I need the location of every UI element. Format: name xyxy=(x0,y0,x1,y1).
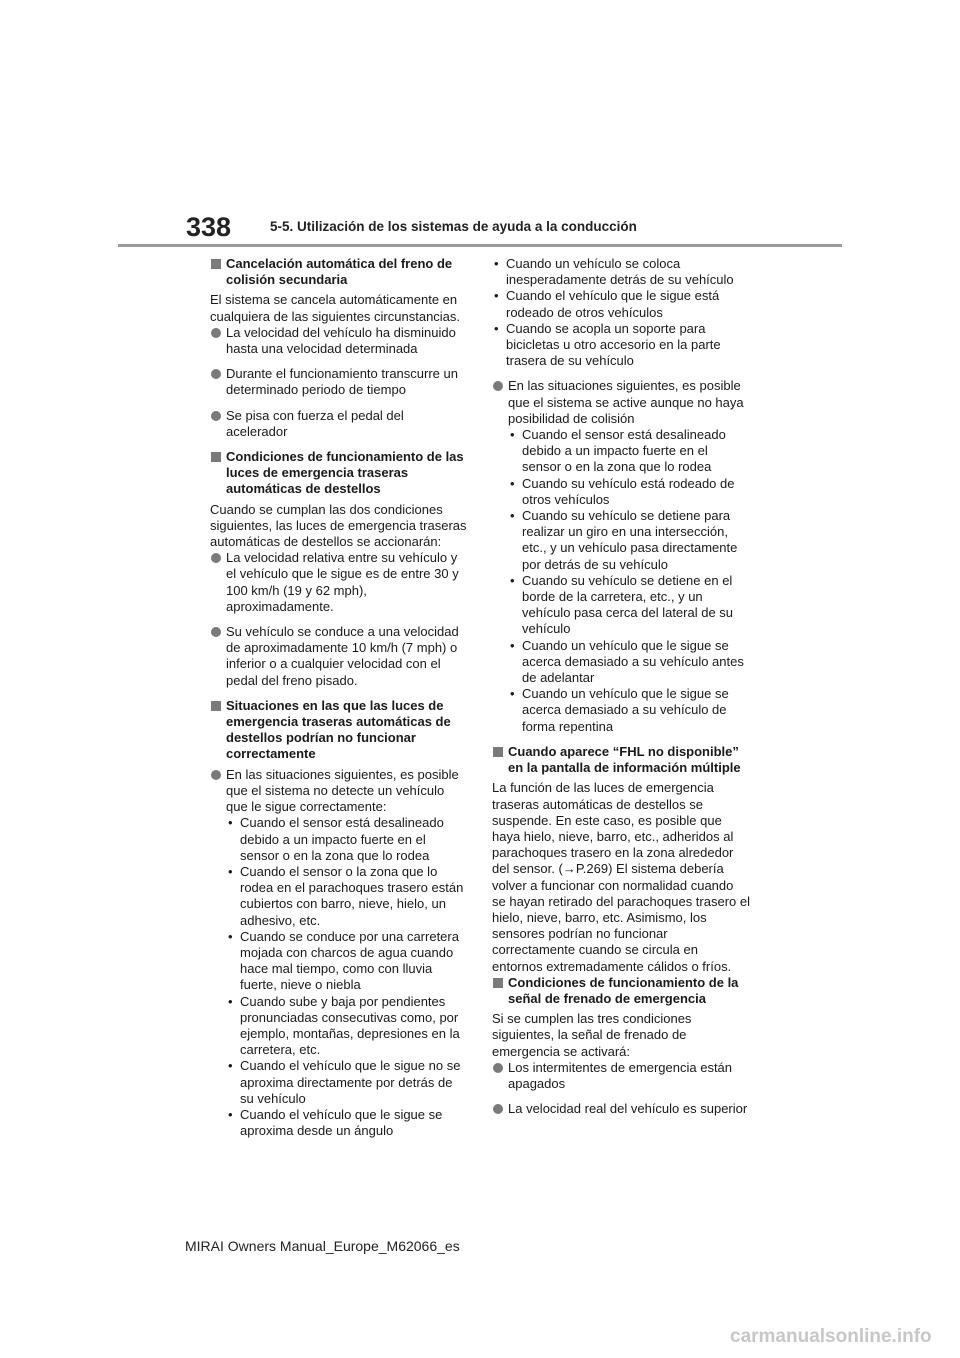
circle-bullet-icon xyxy=(493,1063,503,1073)
heading-text: Condiciones de funcionamiento de la señal de frenado de emergencia xyxy=(508,974,739,1006)
body-paragraph: Si se cumplen las tres condiciones siguientes, la señal de frenado de emergencia se activará: xyxy=(492,1011,692,1059)
bullet-item xyxy=(492,1101,750,1117)
bullet-text: La velocidad del vehículo ha disminuido hasta una velocidad determinada xyxy=(226,324,456,357)
sub-item-text: Cuando su vehículo se detiene para realizar un giro en una intersección, etc., y un vehículo pasa directamente por detrás de su vehículo xyxy=(522,508,738,572)
heading-text: Cuando aparece “FHL no disponible” en la pantalla de información múltiple xyxy=(508,743,741,776)
square-bullet-icon xyxy=(493,747,503,757)
sub-list-item xyxy=(226,864,468,929)
dot-marker-icon: • xyxy=(228,1058,233,1074)
dot-marker-icon: • xyxy=(510,475,515,491)
bullet-item xyxy=(210,408,468,440)
section-heading xyxy=(492,975,750,1007)
sub-item-text: Cuando su vehículo está rodeado de otros vehículos xyxy=(522,475,735,507)
sub-list-item xyxy=(226,1058,468,1107)
section-heading xyxy=(210,698,468,763)
body-paragraph: La función de las luces de emergencia traseras automáticas de destellos se suspende. En este caso, es posible que haya hielo, nieve, barro, etc., adheridos al parachoques trasero en la zona alrededor del sensor. (→P.269) El sistema debería volver a funcionar con normalidad cuando se hayan retirado del parachoques trasero el hielo, nieve, barro, etc. Asimismo, los sensores podrían no funcionar correctamente cuando se circula en entornos extremadamente cálidos o fríos. xyxy=(492,780,750,974)
sub-list-item xyxy=(226,994,468,1059)
bullet-text: Los intermitentes de emergencia están apagados xyxy=(508,1059,733,1091)
circle-bullet-icon xyxy=(211,411,221,421)
bullet-item xyxy=(210,366,468,398)
bullet-text: Se pisa con fuerza el pedal del acelerador xyxy=(226,407,404,439)
bullet-text: En las situaciones siguientes, es posible que el sistema se active aunque no haya posibilidad de colisión xyxy=(508,378,744,426)
sub-item-text: Cuando se acopla un soporte para bicicletas u otro accesorio en la parte trasera de su vehículo xyxy=(506,320,721,369)
left-column xyxy=(210,256,468,1148)
body-paragraph: El sistema se cancela automáticamente en cualquiera de las siguientes circunstancias. xyxy=(210,292,461,324)
section-heading xyxy=(210,449,468,498)
bullet-item xyxy=(210,624,468,689)
sub-list xyxy=(492,256,750,369)
sub-list xyxy=(226,815,468,1139)
dot-marker-icon: • xyxy=(510,508,515,524)
circle-bullet-icon xyxy=(211,627,221,637)
dot-marker-icon: • xyxy=(228,815,233,831)
circle-bullet-icon xyxy=(211,369,221,379)
section-heading xyxy=(210,256,468,288)
sub-list-item xyxy=(508,638,750,687)
page-number: 338 xyxy=(186,212,232,242)
dot-marker-icon: • xyxy=(510,686,515,702)
watermark: carmanualsonline.info xyxy=(730,1326,932,1347)
sub-item-text: Cuando un vehículo que le sigue se acerca demasiado a su vehículo antes de adelantar xyxy=(522,637,744,686)
bullet-text: Durante el funcionamiento transcurre un determinado periodo de tiempo xyxy=(226,366,458,398)
sub-list xyxy=(508,427,750,735)
sub-item-text: Cuando se conduce por una carretera mojada con charcos de agua cuando hace mal tiempo, como con lluvia fuerte, nieve o niebla xyxy=(240,928,459,993)
bullet-item xyxy=(210,325,468,357)
sub-item-text: Cuando el vehículo que le sigue se aproxima desde un ángulo xyxy=(240,1106,443,1139)
sub-item-text: Cuando el sensor está desalineado debido a un impacto fuerte en el sensor o en la zona que lo rodea xyxy=(240,815,444,863)
sub-item-text: Cuando sube y baja por pendientes pronunciadas consecutivas como, por ejemplo, montañas, depresiones en la carretera, etc. xyxy=(240,993,460,1058)
sub-list-item xyxy=(492,321,750,370)
sub-list-item xyxy=(508,476,750,508)
circle-bullet-icon xyxy=(493,1104,503,1114)
heading-text: Situaciones en las que las luces de emergencia traseras automáticas de destellos podrían no funcionar correctamente xyxy=(226,697,451,762)
bullet-item xyxy=(492,378,750,734)
manual-footer: MIRAI Owners Manual_Europe_M62066_es xyxy=(185,1238,460,1254)
circle-bullet-icon xyxy=(211,553,221,563)
bullet-item xyxy=(210,550,468,615)
sub-list-item xyxy=(492,256,750,288)
dot-marker-icon: • xyxy=(228,1106,233,1122)
heading-text: Cancelación automática del freno de colisión secundaria xyxy=(226,256,453,288)
sub-list-item xyxy=(226,929,468,994)
heading-text: Condiciones de funcionamiento de las luces de emergencia traseras automáticas de destellos xyxy=(226,449,464,497)
section-title: 5-5. Utilización de los sistemas de ayuda a la conducción xyxy=(270,219,637,234)
body-paragraph: Cuando se cumplan las dos condiciones siguientes, las luces de emergencia traseras automáticas de destellos se accionarán: xyxy=(210,501,467,550)
sub-list-item xyxy=(226,1107,468,1139)
dot-marker-icon: • xyxy=(494,256,499,271)
bullet-text: La velocidad real del vehículo es superior xyxy=(508,1101,748,1117)
dot-marker-icon: • xyxy=(494,320,499,336)
sub-list-item xyxy=(508,427,750,476)
square-bullet-icon xyxy=(211,259,221,269)
section-heading xyxy=(492,744,750,776)
header-rule xyxy=(118,244,842,247)
bullet-text: Su vehículo se conduce a una velocidad de aproximadamente 10 km/h (7 mph) o inferior o a cualquier velocidad con el pedal del freno pisado. xyxy=(226,624,459,688)
sub-list-item xyxy=(508,686,750,735)
sub-list-item xyxy=(508,573,750,638)
dot-marker-icon: • xyxy=(510,572,515,588)
circle-bullet-icon xyxy=(211,328,221,338)
sub-item-text: Cuando un vehículo se coloca inesperadamente detrás de su vehículo xyxy=(506,256,734,288)
sub-item-text: Cuando el sensor o la zona que lo rodea en el parachoques trasero están cubiertos con barro, nieve, hielo, un adhesivo, etc. xyxy=(240,863,464,928)
dot-marker-icon: • xyxy=(228,863,233,879)
bullet-item xyxy=(492,1060,750,1092)
sub-list-item xyxy=(508,508,750,573)
sub-item-text: Cuando un vehículo que le sigue se acerca demasiado a su vehículo de forma repentina xyxy=(522,686,729,734)
square-bullet-icon xyxy=(211,701,221,711)
circle-bullet-icon xyxy=(211,770,221,780)
dot-marker-icon: • xyxy=(494,288,499,304)
bullet-text: La velocidad relativa entre su vehículo y el vehículo que le sigue es de entre 30 y 100 km/h (19 y 62 mph), aproximadamente. xyxy=(226,550,459,614)
dot-marker-icon: • xyxy=(228,928,233,944)
sub-list-item xyxy=(226,815,468,864)
dot-marker-icon: • xyxy=(228,993,233,1009)
square-bullet-icon xyxy=(211,452,221,462)
square-bullet-icon xyxy=(493,978,503,988)
sub-list-item xyxy=(492,288,750,320)
right-column xyxy=(492,256,750,1126)
dot-marker-icon: • xyxy=(510,637,515,653)
bullet-text: En las situaciones siguientes, es posible que el sistema no detecte un vehículo que le sigue correctamente: xyxy=(226,766,459,815)
sub-item-text: Cuando el sensor está desalineado debido a un impacto fuerte en el sensor o en la zona que lo rodea xyxy=(522,427,726,475)
sub-item-text: Cuando el vehículo que le sigue está rodeado de otros vehículos xyxy=(506,288,720,320)
sub-item-text: Cuando el vehículo que le sigue no se aproxima directamente por detrás de su vehículo xyxy=(240,1058,461,1106)
sub-item-text: Cuando su vehículo se detiene en el borde de la carretera, etc., y un vehículo pasa cerca del lateral de su vehículo xyxy=(522,572,734,637)
dot-marker-icon: • xyxy=(510,427,515,443)
circle-bullet-icon xyxy=(493,381,503,391)
bullet-item xyxy=(210,767,468,1140)
